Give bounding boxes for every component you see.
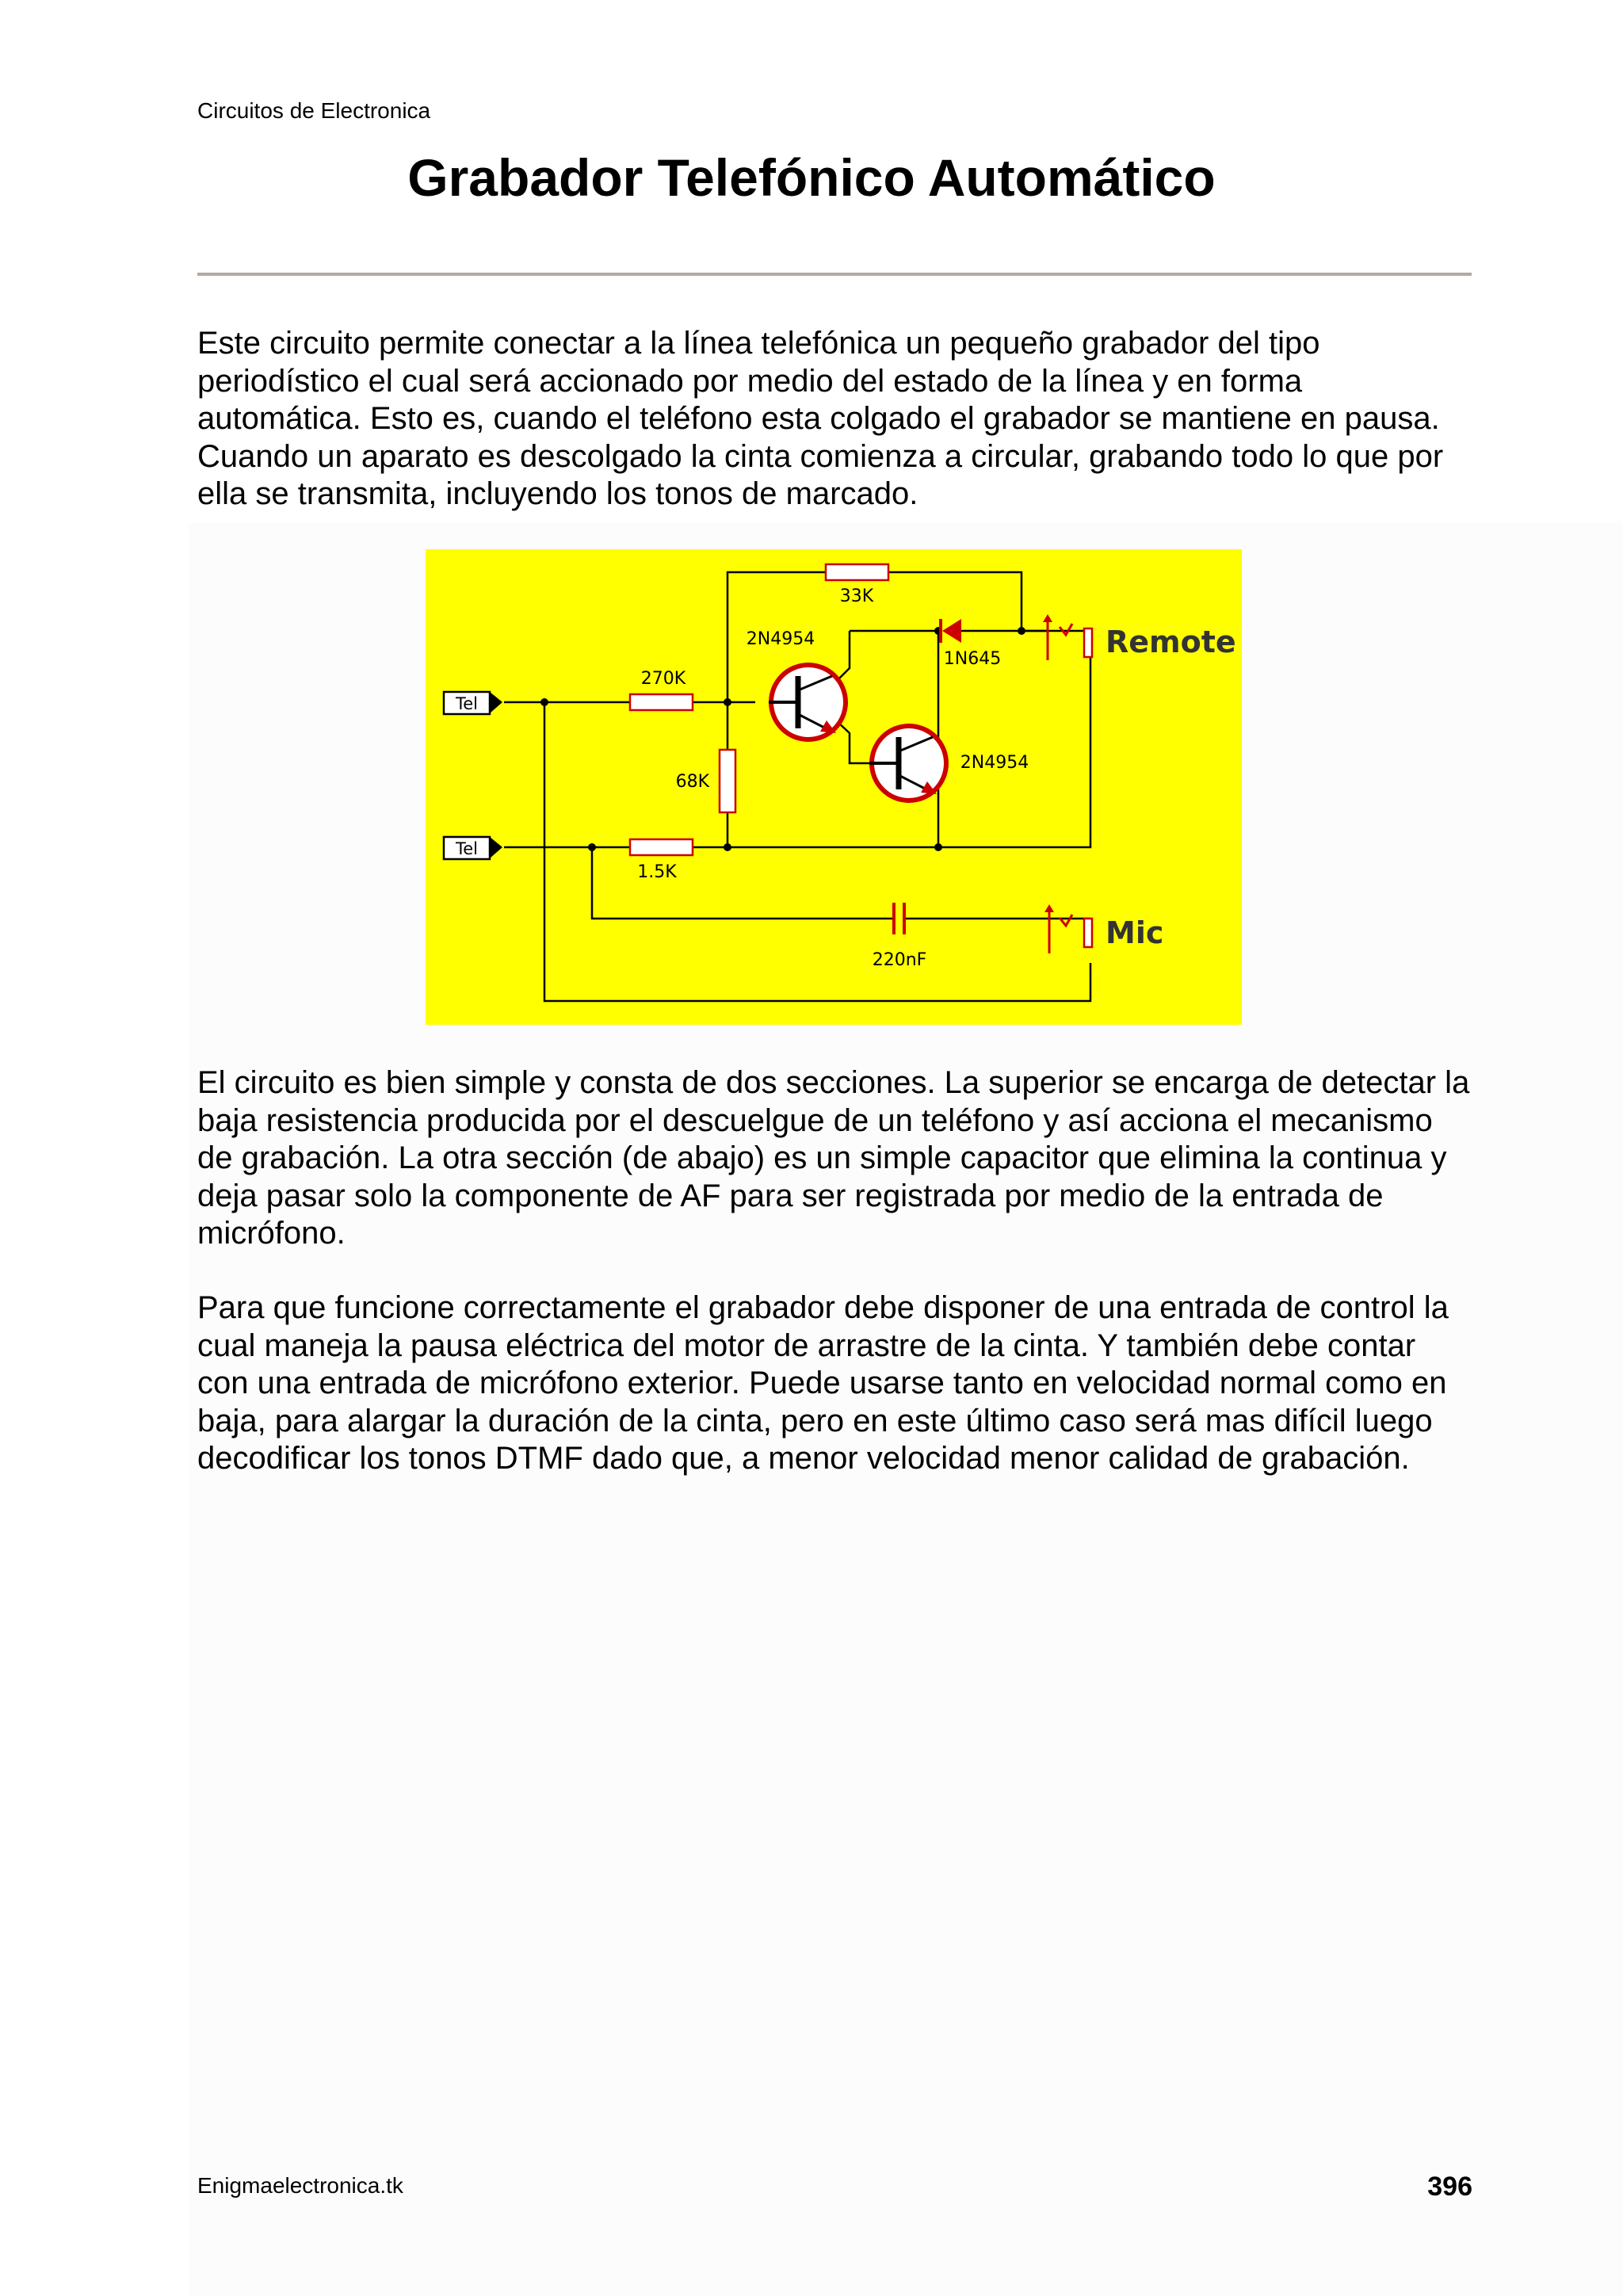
resistor-33k-label: 33K bbox=[839, 586, 874, 606]
page-number: 396 bbox=[1427, 2172, 1472, 2202]
footer-site: Enigmaelectronica.tk bbox=[197, 2173, 403, 2198]
page-title: Grabador Telefónico Automático bbox=[407, 148, 1216, 207]
diode-label: 1N645 bbox=[943, 649, 1002, 669]
resistor-68k-label: 68K bbox=[675, 772, 709, 792]
mic-label: Mic bbox=[1106, 915, 1164, 950]
resistor-1-5k-label: 1.5K bbox=[637, 862, 677, 882]
transistor-q1-label: 2N4954 bbox=[746, 629, 815, 649]
capacitor-label: 220nF bbox=[872, 950, 927, 970]
circuit-schematic bbox=[426, 549, 1242, 1025]
intro-paragraph: Este circuito permite conectar a la línea telefónica un pequeño grabador del tipo periodístico el cual será accionado por medio del estado de la línea y en forma automática. Esto es, cuando el teléfono esta colgado el grabador se mantiene en pausa. Cuando un aparato es descolgado la cinta comienza a circular, grabando todo lo que por ella se transmita, incluyendo los tonos de marcado. bbox=[197, 326, 1444, 511]
title-divider bbox=[197, 273, 1472, 276]
description-paragraph: El circuito es bien simple y consta de dos secciones. La superior se encarga de detectar la baja resistencia producida por el descuelgue de un teléfono y así acciona el mecanismo de grabación. La otra sección (de abajo) es un simple capacitor que elimina la continua y deja pasar solo la componente de AF para ser registrada por medio de la entrada de micrófono. bbox=[197, 1065, 1470, 1251]
resistor-270k-label: 270K bbox=[640, 669, 686, 689]
running-header: Circuitos de Electronica bbox=[197, 98, 431, 123]
remote-label: Remote bbox=[1106, 625, 1236, 659]
transistor-q2-label: 2N4954 bbox=[960, 753, 1029, 773]
tel-label: Tel bbox=[455, 839, 479, 858]
schematic-background bbox=[426, 549, 1242, 1025]
requirements-paragraph: Para que funcione correctamente el grabador debe disponer de una entrada de control la cual maneja la pausa eléctrica del motor de arrastre de la cinta. Y también debe contar con una entrada de micrófono exterior. Puede usarse tanto en velocidad normal como en baja, para alargar la duración de la cinta, pero en este último caso será mas difícil luego decodificar los tonos DTMF dado que, a menor velocidad menor calidad de grabación. bbox=[197, 1290, 1449, 1476]
tel-label: Tel bbox=[455, 694, 479, 713]
